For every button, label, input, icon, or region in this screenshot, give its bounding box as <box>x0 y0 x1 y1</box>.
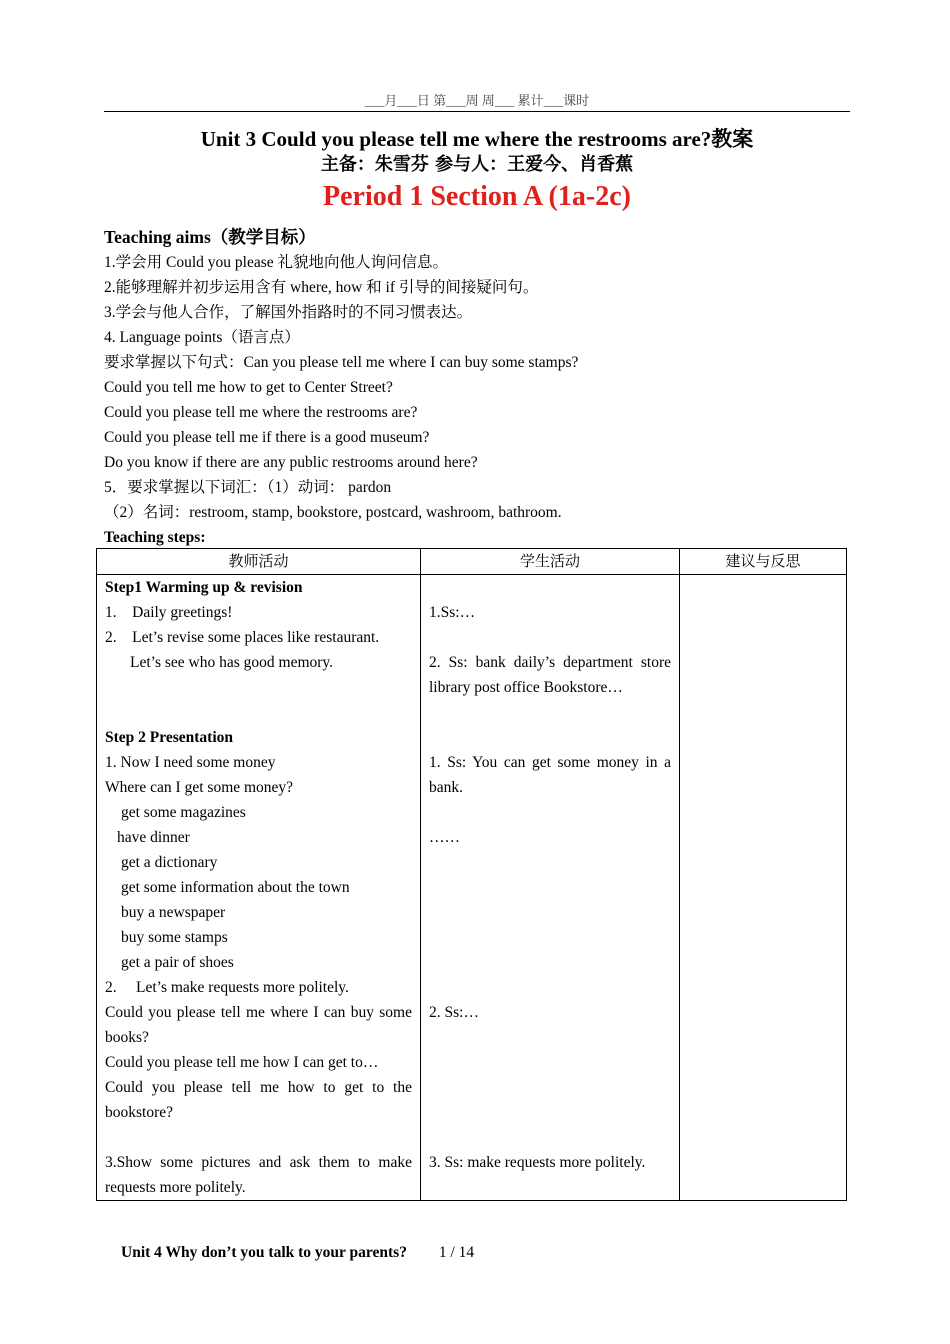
teacher-line: Could you please tell me how to get to the bookstore? <box>105 1079 412 1121</box>
student-line: 1. Ss: You can get some money in a bank. <box>429 754 671 796</box>
header-teacher-activity: 教师活动 <box>97 549 421 575</box>
teacher-line: get some information about the town <box>121 879 350 896</box>
teacher-line: Could you please tell me how I can get to… <box>105 1054 379 1071</box>
aim-line: Could you tell me how to get to Center Street? <box>104 379 393 396</box>
student-line: 3. Ss: make requests more politely. <box>429 1154 646 1171</box>
page-number: 1 / 14 <box>438 1244 475 1261</box>
aim-line: 要求掌握以下句式：Can you please tell me where I can buy some stamps? <box>104 354 579 371</box>
aim-line: 4. Language points（语言点） <box>104 329 300 346</box>
teacher-line: Could you please tell me where I can buy some books? <box>105 1004 412 1046</box>
aim-line: Do you know if there are any public restrooms around here? <box>104 454 478 471</box>
header-student-activity: 学生活动 <box>421 549 680 575</box>
period-heading: Period 1 Section A (1a-2c) <box>323 181 631 212</box>
suggestions-cell <box>680 575 847 1201</box>
student-line: 2. Ss:… <box>429 1004 479 1021</box>
student-line: 2. Ss: bank daily’s department store library post office Bookstore… <box>429 654 671 696</box>
page-header: ___月___日 第___周 周___ 累计___课时 <box>104 90 850 112</box>
teacher-line: 1. Now I need some money <box>105 754 276 771</box>
aim-line: （2）名词：restroom, stamp, bookstore, postcard, washroom, bathroom. <box>104 504 562 521</box>
teaching-aims-section <box>104 224 850 550</box>
aim-line: 5．要求掌握以下词汇：（1）动词： pardon <box>104 479 392 496</box>
teacher-line: Let’s see who has good memory. <box>130 654 334 671</box>
teacher-line: 2. Let’s make requests more politely. <box>105 979 349 996</box>
aim-line: 1.学会用 Could you please 礼貌地向他人询问信息。 <box>104 254 448 271</box>
teacher-line: get a dictionary <box>121 854 218 871</box>
page-footer <box>121 1244 474 1262</box>
table-header-row <box>97 549 847 575</box>
teacher-line: have dinner <box>117 829 190 846</box>
header-suggestions: 建议与反思 <box>680 549 847 575</box>
teacher-line: get a pair of shoes <box>121 954 234 971</box>
teacher-line: buy a newspaper <box>121 904 226 921</box>
teacher-line: Where can I get some money? <box>105 779 294 796</box>
teacher-line: buy some stamps <box>121 929 228 946</box>
aim-line: 3.学会与他人合作，了解国外指路时的不同习惯表达。 <box>104 304 473 321</box>
aim-line: Could you please tell me if there is a good museum? <box>104 429 430 446</box>
authors-line: 主备：朱雪芬 参与人：王爱今、肖香蕉 <box>320 154 634 175</box>
student-line: 1.Ss:… <box>429 604 476 621</box>
teacher-activity-cell <box>97 575 421 1201</box>
step1-heading: Step1 Warming up & revision <box>105 579 303 596</box>
teaching-aims-heading: Teaching aims（教学目标） <box>104 227 316 247</box>
aim-line: 2.能够理解并初步运用含有 where, how 和 if 引导的间接疑问句。 <box>104 279 539 296</box>
teacher-line: get some magazines <box>121 804 246 821</box>
teaching-steps-heading: Teaching steps: <box>104 529 206 546</box>
teaching-steps-table <box>96 548 847 1201</box>
footer-title: Unit 4 Why don’t you talk to your parents? <box>121 1244 407 1261</box>
student-line: …… <box>429 829 460 846</box>
step2-heading: Step 2 Presentation <box>105 729 234 746</box>
aim-line: Could you please tell me where the restrooms are? <box>104 404 418 421</box>
student-activity-cell <box>421 575 680 1201</box>
table-row <box>97 575 847 1201</box>
teacher-line: 3.Show some pictures and ask them to make requests more politely. <box>105 1154 412 1196</box>
teacher-line: 2. Let’s revise some places like restaurant. <box>105 629 380 646</box>
document-title: Unit 3 Could you please tell me where the restrooms are?教案 <box>200 127 754 151</box>
teacher-line: 1. Daily greetings! <box>105 604 233 621</box>
